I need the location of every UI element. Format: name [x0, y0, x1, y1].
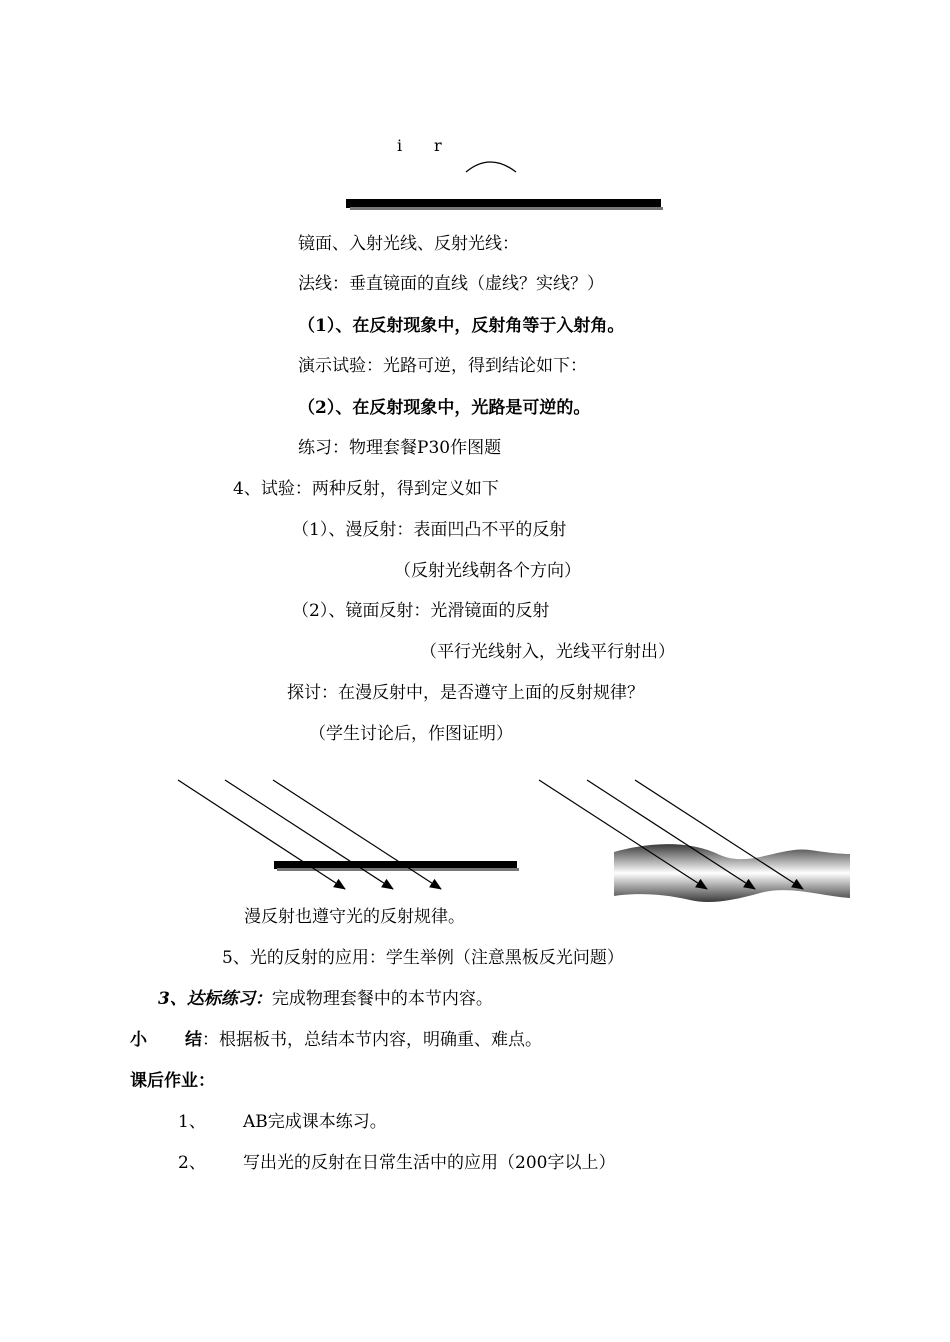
practice-line: 练习：物理套餐P30作图题: [298, 438, 502, 458]
mirror-definition: 镜面、入射光线、反射光线：: [298, 234, 519, 254]
diffuse-note: （反射光线朝各个方向）: [394, 561, 581, 581]
diffuse-conclusion: 漫反射也遵守光的反射规律。: [244, 907, 465, 927]
normal-definition: 法线：垂直镜面的直线（虚线？实线？）: [298, 274, 604, 294]
homework-1-text: AB完成课本练习。: [243, 1112, 387, 1132]
law-two: （2）、在反射现象中，光路是可逆的。: [298, 398, 591, 418]
discussion-question: 探讨：在漫反射中，是否遵守上面的反射规律？: [287, 683, 644, 703]
summary-line: [130, 1029, 542, 1051]
exercise-label: 3、达标练习：: [158, 989, 272, 1009]
specular-definition: （2）、镜面反射：光滑镜面的反射: [292, 601, 550, 621]
angle-arc: [466, 162, 516, 172]
angle-r-label: r: [434, 136, 442, 155]
law-one: （1）、在反射现象中，反射角等于入射角。: [298, 316, 625, 336]
specular-note: （平行光线射入，光线平行射出）: [420, 642, 675, 662]
summary-label-2: 结: [185, 1030, 202, 1050]
diffuse-definition: （1）、漫反射：表面凹凸不平的反射: [292, 520, 567, 540]
top-mirror: [346, 199, 661, 208]
summary-text: ：根据板书，总结本节内容，明确重、难点。: [202, 1030, 542, 1050]
exercise-line: [158, 988, 493, 1010]
ray-left-1: [178, 780, 345, 889]
application-five: 5、光的反射的应用：学生举例（注意黑板反光问题）: [222, 948, 624, 968]
homework-2-text: 写出光的反射在日常生活中的应用（200字以上）: [243, 1153, 616, 1173]
homework-2-number: 2、: [178, 1153, 206, 1173]
ray-left-2: [225, 780, 393, 889]
demo-line: 演示试验：光路可逆，得到结论如下：: [298, 356, 587, 376]
top-mirror-shadow: [350, 207, 663, 210]
rough-surface: [614, 844, 850, 902]
homework-1-number: 1、: [178, 1112, 206, 1132]
summary-label-1: 小: [130, 1030, 147, 1050]
experiment-four: 4、试验：两种反射，得到定义如下: [233, 479, 499, 499]
ray-left-3: [273, 780, 441, 889]
flat-mirror: [274, 861, 517, 869]
angle-i-label: i: [397, 136, 403, 155]
exercise-text: 完成物理套餐中的本节内容。: [271, 989, 493, 1009]
discussion-note: （学生讨论后，作图证明）: [309, 724, 513, 744]
homework-title: 课后作业：: [130, 1071, 215, 1091]
